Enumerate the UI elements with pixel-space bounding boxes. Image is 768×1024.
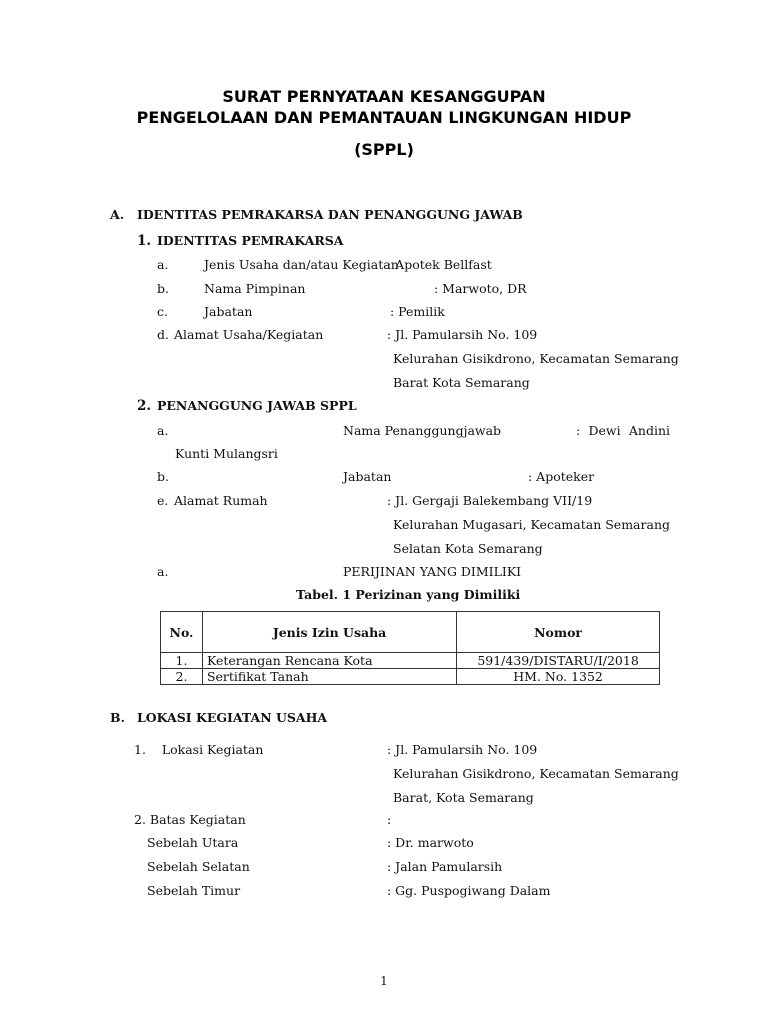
subsection-2-number: 2.: [137, 398, 152, 414]
item-c-label: Jabatan: [204, 304, 253, 319]
boundary-east-label: Sebelah Timur: [147, 883, 241, 898]
table-row: [161, 669, 660, 685]
boundary-north-value: : Dr. marwoto: [387, 835, 474, 850]
table-cell-permit-type: Keterangan Rencana Kota: [202, 653, 456, 669]
item-c-value: : Pemilik: [390, 304, 445, 319]
permits-item-letter: a.: [157, 564, 169, 579]
subsection-2-heading: PENANGGUNG JAWAB SPPL: [157, 398, 357, 413]
item-a-letter: a.: [157, 257, 169, 272]
table-cell-no: 2.: [161, 669, 203, 685]
business-address-line-3: Barat Kota Semarang: [393, 375, 530, 390]
location-label: 1. Lokasi Kegiatan: [134, 742, 264, 757]
page-number: 1: [380, 974, 388, 988]
section-a-heading: IDENTITAS PEMRAKARSA DAN PENANGGUNG JAWAB: [137, 207, 523, 222]
permits-table: [160, 611, 660, 685]
item-c-letter: c.: [157, 304, 168, 319]
item-b-letter: b.: [157, 281, 169, 296]
responsible-item-a-letter: a.: [157, 423, 169, 438]
responsible-item-b-letter: b.: [157, 469, 169, 484]
home-address-label: Alamat Rumah: [174, 493, 268, 508]
permits-heading: PERIJINAN YANG DIMILIKI: [343, 564, 522, 579]
business-address-line-2: Kelurahan Gisikdrono, Kecamatan Semarang: [393, 351, 679, 366]
item-d-label: Alamat Usaha/Kegiatan: [174, 327, 324, 342]
responsible-name-value: : Dewi Andini: [576, 423, 670, 438]
boundary-east-value: : Gg. Puspogiwang Dalam: [387, 883, 551, 898]
document-title-line-2: PENGELOLAAN DAN PEMANTAUAN LINGKUNGAN HIDUP: [136, 108, 632, 127]
item-a-label: Jenis Usaha dan/atau Kegiatan: [204, 257, 399, 272]
boundary-north-label: Sebelah Utara: [147, 835, 239, 850]
responsible-position-value: : Apoteker: [528, 469, 595, 484]
subsection-1-heading: IDENTITAS PEMRAKARSA: [157, 233, 344, 248]
location-line-3: Barat, Kota Semarang: [393, 790, 534, 805]
item-d-letter: d.: [157, 327, 169, 342]
table-cell-number: HM. No. 1352: [457, 669, 660, 685]
section-b-heading: LOKASI KEGIATAN USAHA: [137, 710, 328, 725]
table-caption: Tabel. 1 Perizinan yang Dimiliki: [296, 587, 521, 602]
location-line-2: Kelurahan Gisikdrono, Kecamatan Semarang: [393, 766, 679, 781]
home-address-line-2: Kelurahan Mugasari, Kecamatan Semarang: [393, 517, 670, 532]
table-header-row: [161, 612, 660, 653]
table-header-permit-type: Jenis Izin Usaha: [202, 612, 456, 653]
table-cell-number: 591/439/DISTARU/I/2018: [457, 653, 660, 669]
boundary-south-label: Sebelah Selatan: [147, 859, 250, 874]
item-b-value: : Marwoto, DR: [434, 281, 527, 296]
subsection-1-number: 1.: [137, 233, 152, 249]
document-title-line-1: SURAT PERNYATAAN KESANGGUPAN: [222, 87, 546, 106]
document-title-line-3: (SPPL): [354, 140, 414, 159]
boundaries-label: 2. Batas Kegiatan: [134, 812, 246, 827]
table-header-no: No.: [161, 612, 203, 653]
table-row: [161, 653, 660, 669]
responsible-name-label: Nama Penanggungjawab: [343, 423, 502, 438]
home-address-line-3: Selatan Kota Semarang: [393, 541, 543, 556]
item-d-value: : Jl. Pamularsih No. 109: [387, 327, 538, 342]
boundary-south-value: : Jalan Pamularsih: [387, 859, 503, 874]
item-a-value: : Apotek Bellfast: [387, 257, 492, 272]
section-a-letter: A.: [110, 207, 125, 222]
table-cell-permit-type: Sertifikat Tanah: [202, 669, 456, 685]
table-header-number: Nomor: [457, 612, 660, 653]
section-b-letter: B.: [110, 710, 125, 725]
responsible-item-e-letter: e.: [157, 493, 169, 508]
item-b-label: Nama Pimpinan: [204, 281, 306, 296]
table-cell-no: 1.: [161, 653, 203, 669]
boundaries-colon: :: [387, 812, 392, 827]
location-value: : Jl. Pamularsih No. 109: [387, 742, 538, 757]
responsible-position-label: Jabatan: [343, 469, 392, 484]
home-address-value: : Jl. Gergaji Balekembang VII/19: [387, 493, 593, 508]
responsible-name-continuation: Kunti Mulangsri: [175, 446, 278, 461]
